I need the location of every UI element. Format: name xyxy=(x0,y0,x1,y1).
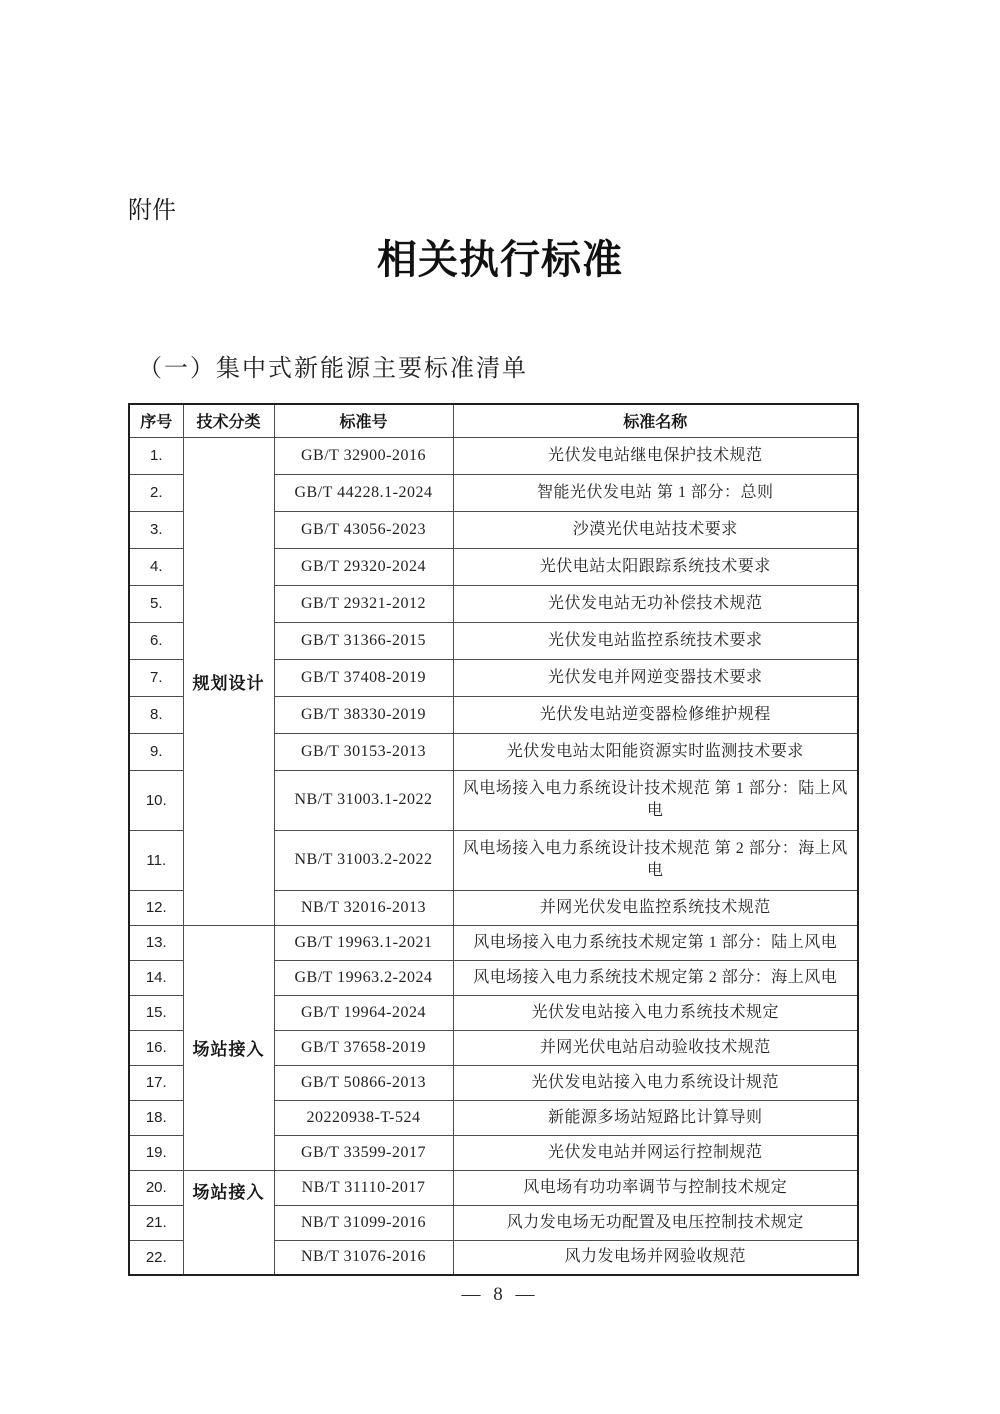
row-number: 18. xyxy=(129,1100,183,1135)
row-number: 15. xyxy=(129,995,183,1030)
row-number: 16. xyxy=(129,1030,183,1065)
standard-code: GB/T 50866-2013 xyxy=(274,1065,453,1100)
standard-name: 光伏发电站继电保护技术规范 xyxy=(453,437,858,474)
row-number: 10. xyxy=(129,770,183,830)
row-number: 1. xyxy=(129,437,183,474)
row-number: 3. xyxy=(129,511,183,548)
row-number: 19. xyxy=(129,1135,183,1170)
standards-table xyxy=(128,403,859,1276)
standard-name: 并网光伏发电监控系统技术规范 xyxy=(453,890,858,925)
row-number: 8. xyxy=(129,696,183,733)
standard-code: NB/T 31076-2016 xyxy=(274,1240,453,1275)
col-header-name: 标准名称 xyxy=(453,404,858,437)
standard-code: NB/T 31003.2-2022 xyxy=(274,830,453,890)
row-number: 11. xyxy=(129,830,183,890)
standard-name: 风电场接入电力系统设计技术规范 第 1 部分：陆上风电 xyxy=(453,770,858,830)
standard-code: NB/T 31003.1-2022 xyxy=(274,770,453,830)
table-row xyxy=(129,1170,858,1205)
table-row xyxy=(129,437,858,474)
page-title: 相关执行标准 xyxy=(377,238,623,282)
standard-code: GB/T 37658-2019 xyxy=(274,1030,453,1065)
standard-name: 光伏电站太阳跟踪系统技术要求 xyxy=(453,548,858,585)
standard-name: 风力发电场无功配置及电压控制技术规定 xyxy=(453,1205,858,1240)
col-header-category: 技术分类 xyxy=(183,404,274,437)
col-header-code: 标准号 xyxy=(274,404,453,437)
standard-name: 光伏发电并网逆变器技术要求 xyxy=(453,659,858,696)
standard-name: 沙漠光伏电站技术要求 xyxy=(453,511,858,548)
standard-code: GB/T 32900-2016 xyxy=(274,437,453,474)
standard-code: GB/T 43056-2023 xyxy=(274,511,453,548)
standard-code: NB/T 31110-2017 xyxy=(274,1170,453,1205)
category-cell-station-access-2: 场站接入 xyxy=(183,1170,274,1275)
standard-name: 光伏发电站无功补偿技术规范 xyxy=(453,585,858,622)
standard-code: 20220938-T-524 xyxy=(274,1100,453,1135)
standard-code: GB/T 29320-2024 xyxy=(274,548,453,585)
standard-code: GB/T 44228.1-2024 xyxy=(274,474,453,511)
standard-code: GB/T 30153-2013 xyxy=(274,733,453,770)
row-number: 2. xyxy=(129,474,183,511)
row-number: 21. xyxy=(129,1205,183,1240)
standard-name: 新能源多场站短路比计算导则 xyxy=(453,1100,858,1135)
row-number: 7. xyxy=(129,659,183,696)
standards-table-container xyxy=(128,403,859,1276)
row-number: 5. xyxy=(129,585,183,622)
standard-code: NB/T 31099-2016 xyxy=(274,1205,453,1240)
standard-name: 并网光伏电站启动验收技术规范 xyxy=(453,1030,858,1065)
standard-code: GB/T 29321-2012 xyxy=(274,585,453,622)
standard-name: 光伏发电站并网运行控制规范 xyxy=(453,1135,858,1170)
col-header-no: 序号 xyxy=(129,404,183,437)
page-number: — 8 — xyxy=(461,1284,539,1305)
row-number: 22. xyxy=(129,1240,183,1275)
table-header-row xyxy=(129,404,858,437)
row-number: 4. xyxy=(129,548,183,585)
section-heading: （一）集中式新能源主要标准清单 xyxy=(138,356,528,382)
standard-code: GB/T 19964-2024 xyxy=(274,995,453,1030)
standard-name: 风电场接入电力系统技术规定第 1 部分：陆上风电 xyxy=(453,925,858,960)
standard-code: GB/T 19963.2-2024 xyxy=(274,960,453,995)
standard-code: GB/T 38330-2019 xyxy=(274,696,453,733)
standard-name: 光伏发电站接入电力系统设计规范 xyxy=(453,1065,858,1100)
standard-name: 风电场接入电力系统设计技术规范 第 2 部分：海上风电 xyxy=(453,830,858,890)
standard-code: GB/T 31366-2015 xyxy=(274,622,453,659)
standard-code: GB/T 37408-2019 xyxy=(274,659,453,696)
row-number: 20. xyxy=(129,1170,183,1205)
standard-name: 光伏发电站监控系统技术要求 xyxy=(453,622,858,659)
row-number: 14. xyxy=(129,960,183,995)
standard-name: 智能光伏发电站 第 1 部分：总则 xyxy=(453,474,858,511)
row-number: 12. xyxy=(129,890,183,925)
standard-name: 光伏发电站太阳能资源实时监测技术要求 xyxy=(453,733,858,770)
row-number: 9. xyxy=(129,733,183,770)
attachment-label: 附件 xyxy=(128,197,176,224)
standard-name: 光伏发电站接入电力系统技术规定 xyxy=(453,995,858,1030)
row-number: 17. xyxy=(129,1065,183,1100)
standard-code: GB/T 33599-2017 xyxy=(274,1135,453,1170)
category-cell-station-access-1: 场站接入 xyxy=(183,925,274,1170)
standard-name: 风电场接入电力系统技术规定第 2 部分：海上风电 xyxy=(453,960,858,995)
standard-name: 风电场有功功率调节与控制技术规定 xyxy=(453,1170,858,1205)
row-number: 13. xyxy=(129,925,183,960)
category-cell-planning-design: 规划设计 xyxy=(183,437,274,925)
table-row xyxy=(129,925,858,960)
standard-name: 风力发电场并网验收规范 xyxy=(453,1240,858,1275)
row-number: 6. xyxy=(129,622,183,659)
standard-code: GB/T 19963.1-2021 xyxy=(274,925,453,960)
standard-name: 光伏发电站逆变器检修维护规程 xyxy=(453,696,858,733)
standard-code: NB/T 32016-2013 xyxy=(274,890,453,925)
